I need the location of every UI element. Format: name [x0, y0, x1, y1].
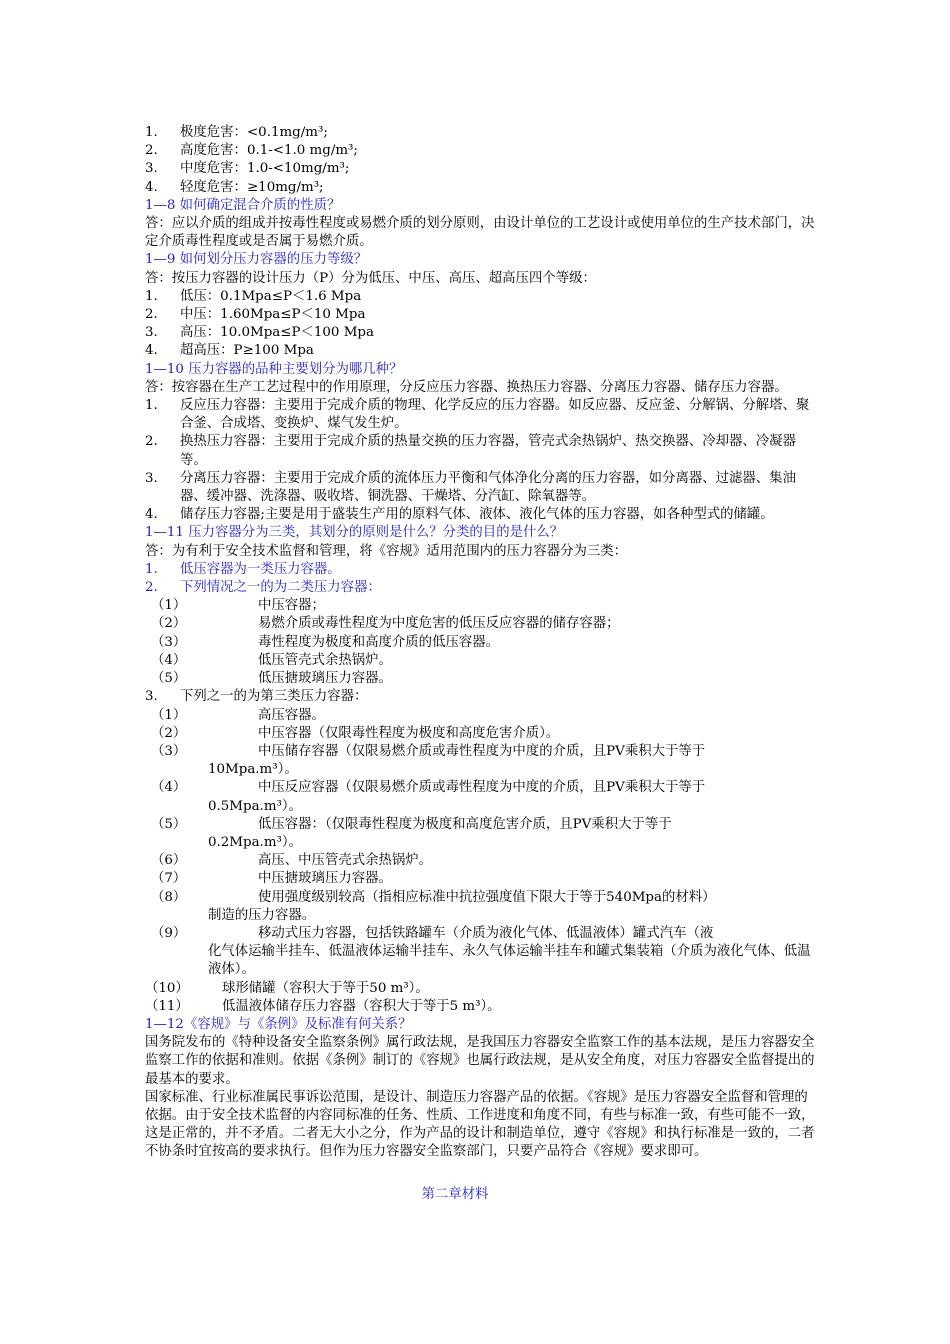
sub-item: （11） 低温液体储存压力容器（容积大于等于5 m³）。 [145, 998, 501, 1014]
list-item: 1. 极度危害：<0.1mg/m³; [145, 125, 328, 140]
sub-item: （3） 中压储存容器（仅限易燃介质或毒性程度为中度的介质，且PV乘积大于等于 10Mpa.m³）。 [151, 743, 706, 778]
list-item: 3. 中度危害：1.0-<10mg/m³; [145, 161, 350, 177]
question-heading: 1—12《容规》与《条例》及标准有何关系？ [145, 1016, 412, 1032]
question-heading: 1—8 如何确定混合介质的性质？ [145, 197, 341, 213]
sub-item: （4） 低压管壳式余热锅炉。 [151, 652, 392, 668]
list-item: 4. 轻度危害：≥10mg/m³; [145, 179, 324, 195]
sub-item: （3） 毒性程度为极度和高度介质的低压容器。 [151, 634, 500, 650]
answer-text: 国家标准、行业标准属民事诉讼范围，是设计、制造压力容器产品的依据。《容规》是压力容器安全监督和管理的依据。由于安全技术监督的内容同标准的任务、性质、工作进度和角度不同，有些与标准一致，有些可能不一致，这是正常的，并不矛盾。二者无大小之分，作为产品的设计和制造单位，遵守《容规》和执行标准是一致的，二者不协条时宜按高的要求执行。但作为压力容器安全监察部门，只要产品符合《容规》要求即可。 [145, 1089, 815, 1160]
list-item: 3. 分离压力容器：主要用于完成介质的流体压力平衡和气体净化分离的压力容器，如分离器、过滤器、集油器、缓冲器、洗涤器、吸收塔、铜洗器、干燥塔、分汽缸、除氧器等。 [145, 470, 796, 505]
question-heading: 1—9 如何划分压力容器的压力等级？ [145, 252, 368, 268]
list-item: 1. 低压容器为一类压力容器。 [145, 561, 341, 577]
sub-item: （7） 中压搪玻璃压力容器。 [151, 871, 392, 887]
sub-item: （5） 低压容器：（仅限毒性程度为极度和高度危害介质，且PV乘积大于等于 0.2Mpa.m³）。 [151, 816, 672, 850]
sub-item: （8） 使用强度级别较高（指相应标准中抗拉强度值下限大于等于540Mpa的材料） 制造的压力容器。 [151, 889, 716, 923]
sub-item: （1） 高压容器。 [151, 707, 325, 723]
list-item: 3. 高压：10.0Mpa≤P＜100 Mpa [145, 325, 374, 341]
sub-item: （10） 球形储罐（容积大于等于50 m³）。 [145, 980, 429, 996]
list-item: 3. 下列之一的为第三类压力容器： [145, 689, 368, 705]
list-item: 4. 储存压力容器;主要是用于盛装生产用的原料气体、液体、液化气体的压力容器，如各种型式的储罐。 [145, 507, 774, 523]
answer-text: 答：按压力容器的设计压力（P）分为低压、中压、高压、超高压四个等级： [145, 270, 596, 286]
sub-item: （2） 易燃介质或毒性程度为中度危害的低压反应容器的储存容器； [151, 616, 620, 632]
list-item: 2. 换热压力容器：主要用于完成介质的热量交换的压力容器，管壳式余热锅炉、热交换器、冷却器、冷凝器等。 [145, 434, 796, 468]
sub-item: （2） 中压容器（仅限毒性程度为极度和高度危害介质）。 [151, 725, 560, 741]
document-page [145, 124, 815, 1204]
chapter-title: 第二章材料 [421, 1186, 489, 1202]
list-item: 2. 中压：1.60Mpa≤P＜10 Mpa [145, 307, 366, 323]
sub-item: （4） 中压反应容器（仅限易燃介质或毒性程度为中度的介质，且PV乘积大于等于 0.5Mpa.m³）。 [151, 780, 706, 814]
list-item: 1. 低压：0.1Mpa≤P＜1.6 Mpa [145, 288, 362, 304]
answer-text: 答：按容器在生产工艺过程中的作用原理，分反应压力容器、换热压力容器、分离压力容器、储存压力容器。 [145, 379, 788, 395]
sub-item: （9） 移动式压力容器，包括铁路罐车（介质为液化气体、低温液体）罐式汽车（液 化气体运输半挂车、低温液体运输半挂车、永久气体运输半挂车和罐式集装箱（介质为液化气体、低温液体）。 [151, 925, 811, 978]
answer-text: 答：应以介质的组成并按毒性程度或易燃介质的划分原则，由设计单位的工艺设计或使用单位的生产技术部门，决定介质毒性程度或是否属于易燃介质。 [145, 216, 815, 250]
sub-item: （1） 中压容器； [151, 598, 325, 614]
answer-text: 答：为有利于安全技术监督和管理，将《容规》适用范围内的压力容器分为三类： [145, 543, 628, 559]
question-heading: 1—11 压力容器分为三类，其划分的原则是什么？分类的目的是什么？ [145, 525, 564, 541]
list-item: 2. 高度危害：0.1-<1.0 mg/m³; [145, 143, 358, 159]
sub-item: （6） 高压、中压管壳式余热锅炉。 [151, 853, 433, 869]
list-item: 4. 超高压：P≥100 Mpa [145, 343, 314, 359]
list-item: 1. 反应压力容器：主要用于完成介质的物理、化学反应的压力容器。如反应器、反应釜、分解锅、分解塔、聚合釜、合成塔、变换炉、煤气发生炉。 [145, 398, 810, 432]
list-item: 2. 下列情况之一的为二类压力容器： [145, 580, 381, 596]
question-heading: 1—10 压力容器的品种主要划分为哪几种？ [145, 361, 403, 377]
sub-item: （5） 低压搪玻璃压力容器。 [151, 671, 392, 687]
answer-text: 国务院发布的《特种设备安全监察条例》属行政法规，是我国压力容器安全监察工作的基本法规，是压力容器安全监察工作的依据和准则。依据《条例》制订的《容规》也属行政法规，是从安全角度，对压力容器安全监督提出的最基本的要求。 [145, 1035, 815, 1087]
